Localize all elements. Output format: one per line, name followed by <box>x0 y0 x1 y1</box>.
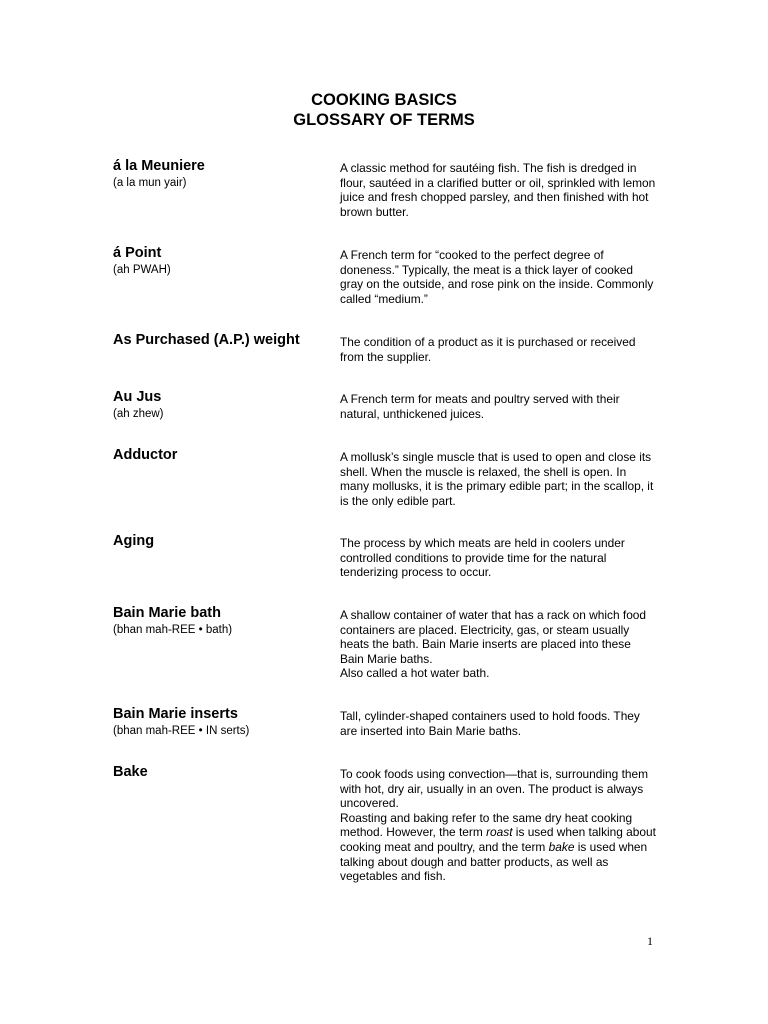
term-column <box>113 332 333 349</box>
term-column <box>113 447 333 464</box>
definition-segment: Roasting and baking refer to the same dry heat cooking method. However, the term <box>340 810 633 840</box>
term: á la Meuniere <box>113 158 205 174</box>
term-column <box>113 764 333 781</box>
term: Bake <box>113 764 148 780</box>
definition-note: Also called a hot water bath. <box>340 666 490 681</box>
definition <box>340 335 656 364</box>
definition <box>340 248 656 306</box>
pronunciation: (a la mun yair) <box>113 177 187 189</box>
term: Aging <box>113 533 155 549</box>
term: Bain Marie bath <box>113 605 221 621</box>
term-column <box>113 533 333 550</box>
definition <box>340 392 656 421</box>
definition-text: A shallow container of water that has a rack on which food containers are placed. Electricity, gas, or steam usually heats the bath. Bain Marie inserts are placed into these Bain Marie baths. <box>340 608 647 666</box>
definition-text: The condition of a product as it is purchased or received from the supplier. <box>340 335 636 364</box>
page-title: COOKING BASICS <box>311 91 457 109</box>
page-subtitle: GLOSSARY OF TERMS <box>293 111 475 129</box>
definition-text: A mollusk’s single muscle that is used to open and close its shell. When the muscle is relaxed, the shell is open. In many mollusks, it is the primary edible part; in the scallop, it is the only edible part. <box>340 450 654 508</box>
term: Adductor <box>113 447 178 463</box>
pronunciation: (bhan mah-REE • IN serts) <box>113 725 250 737</box>
term-column <box>113 389 333 422</box>
definition-text: The process by which meats are held in coolers under controlled conditions to provide time for the natural tenderizing process to occur. <box>340 536 625 580</box>
definition <box>340 608 656 681</box>
definition <box>340 536 656 580</box>
definition-text: A French term for “cooked to the perfect degree of doneness.” Typically, the meat is a thick layer of cooked gray on the outside, and rose pink on the inside. Commonly called “medium.” <box>340 248 654 306</box>
pronunciation: (bhan mah-REE • bath) <box>113 624 233 636</box>
definition <box>340 161 656 219</box>
term-column <box>113 706 333 739</box>
emphasized-term: roast <box>486 825 513 840</box>
term: Au Jus <box>113 389 162 405</box>
definition-segment: is used when talking about cooking meat and poultry, and the term <box>340 825 656 854</box>
term: Bain Marie inserts <box>113 706 238 722</box>
term-column <box>113 605 333 638</box>
definition-segment: is used when talking about dough and batter products, as well as vegetables and fish. <box>340 839 648 884</box>
term-column <box>113 158 333 191</box>
definition <box>340 709 656 738</box>
definition-text: Tall, cylinder-shaped containers used to hold foods. They are inserted into Bain Marie baths. <box>340 709 640 738</box>
term: As Purchased (A.P.) weight <box>113 332 300 348</box>
emphasized-term: bake <box>548 839 575 854</box>
definition <box>340 767 656 884</box>
pronunciation: (ah PWAH) <box>113 264 171 276</box>
page-number: 1 <box>647 934 653 948</box>
term-column <box>113 245 333 278</box>
term: á Point <box>113 245 162 261</box>
definition-text: A classic method for sautéing fish. The fish is dredged in flour, sautéed in a clarified butter or oil, sprinkled with lemon juice and fresh chopped parsley, and then finished with hot brown butter. <box>340 161 656 219</box>
definition-text-2 <box>340 811 656 884</box>
definition <box>340 450 656 508</box>
definition-text: To cook foods using convection—that is, surrounding them with hot, dry air, usually in an oven. The product is always uncovered. <box>340 767 649 811</box>
pronunciation: (ah zhew) <box>113 408 164 420</box>
definition-text: A French term for meats and poultry served with their natural, unthickened juices. <box>340 392 620 421</box>
